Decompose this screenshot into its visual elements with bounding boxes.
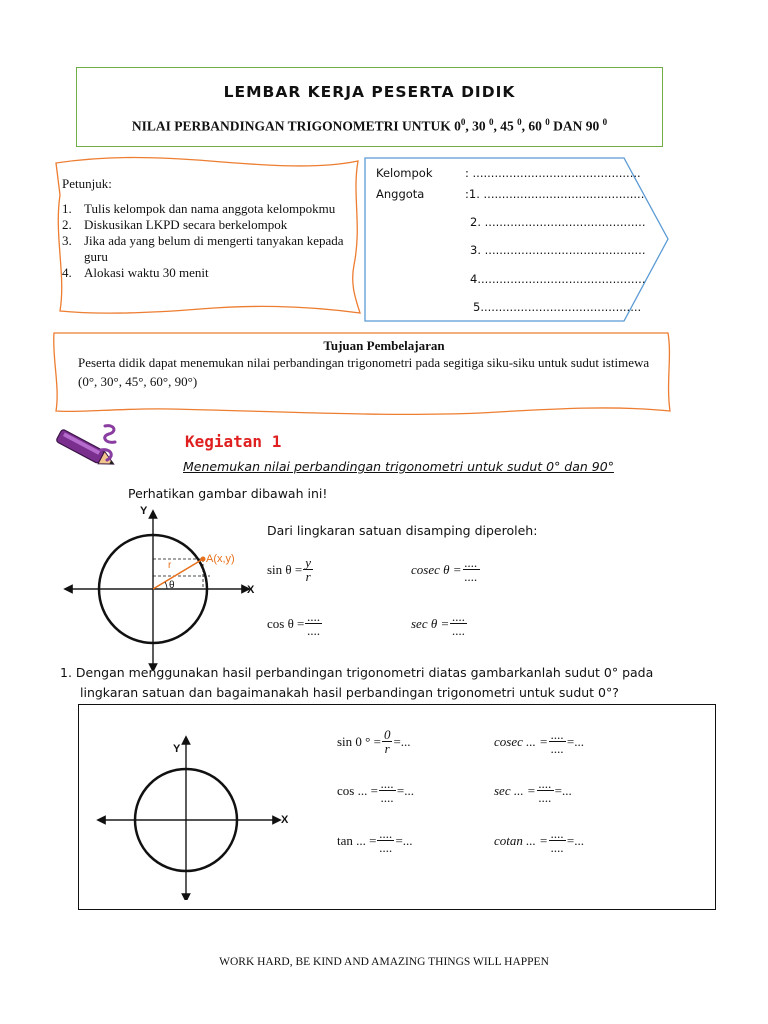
tujuan-text: Peserta didik dapat menemukan nilai perbandingan trigonometri pada segitiga siku-siku untuk sudut istimewa (0°, 30°, 45°, 60°, 90°) <box>78 355 650 389</box>
pen-icon <box>45 420 125 480</box>
sec0-formula: sec ... = $\frac{....}{....}$ =... <box>494 776 572 805</box>
list-item: 1. Tulis kelompok dan nama anggota kelompokmu <box>62 201 336 216</box>
y-label: Y <box>140 505 148 517</box>
sin-formula: sin θ = $\frac{y}{r}$ <box>267 555 312 584</box>
perhatikan-text: Perhatikan gambar dibawah ini! <box>128 486 328 501</box>
list-item: 4. Alokasi waktu 30 menit <box>62 265 209 280</box>
anggota-5: 5............................................ <box>473 300 642 314</box>
cos0-formula: cos ... = $\frac{....}{....}$ =... <box>337 776 415 805</box>
list-item: 2. Diskusikan LKPD secara berkelompok <box>62 217 288 232</box>
petunjuk-title: Petunjuk: <box>62 176 112 191</box>
x-label: X <box>247 584 255 596</box>
theta-label: θ <box>169 580 175 591</box>
anggota-3: 3. ............................................ <box>470 243 646 257</box>
cos-formula: cos θ = $\frac{....}{....}$ <box>267 609 321 638</box>
point-a <box>201 557 206 562</box>
anggota-4: 4.............................................. <box>470 272 646 286</box>
kelompok-value: : .............................................. <box>465 166 641 180</box>
question-1: 1. Dengan menggunakan hasil perbandingan trigonometri diatas gambarkanlah sudut 0° pada lingkaran satuan dan bagaimanakah hasil perbandingan trigonometri untuk sudut 0°? <box>60 665 654 700</box>
anggota-label: Anggota <box>376 187 425 201</box>
radius-line <box>153 559 203 589</box>
anggota-1: :1. ............................................ <box>465 187 645 201</box>
r-label: r <box>168 560 172 571</box>
unit-circle-blank <box>95 730 295 900</box>
worksheet-subtitle: NILAI PERBANDINGAN TRIGONOMETRI UNTUK $0^0$, 30 $^0$, 45 $^0$, 60 $^0$ DAN 90 $^0$ <box>131 117 608 134</box>
point-label: A(x,y) <box>206 553 235 565</box>
sin0-formula: sin 0 ° = $\frac{0}{r}$ =... <box>337 727 411 756</box>
anggota-2: 2. ............................................ <box>470 215 646 229</box>
unit-circle-diagram <box>60 500 260 670</box>
petunjuk-list <box>62 201 352 281</box>
tujuan-title: Tujuan Pembelajaran <box>323 338 445 353</box>
list-item: 3. Jika ada yang belum di mengerti tanyakan kepada guru <box>62 233 344 264</box>
cosec-formula: cosec θ = $\frac{....}{....}$ <box>411 555 478 584</box>
tan0-formula: tan ... = $\frac{....}{....}$ =... <box>337 826 413 855</box>
x-label: X <box>281 814 289 826</box>
kegiatan-subtitle: Menemukan nilai perbandingan trigonometri untuk sudut 0° dan 90° <box>183 459 614 474</box>
cosec0-formula: cosec ... = $\frac{....}{....}$ =... <box>494 727 584 756</box>
dari-text: Dari lingkaran satuan disamping diperoleh: <box>267 523 538 538</box>
y-label: Y <box>173 743 181 755</box>
footer-motto: WORK HARD, BE KIND AND AMAZING THINGS WILL HAPPEN <box>219 956 549 968</box>
kegiatan-title: Kegiatan 1 <box>185 432 282 451</box>
worksheet-title: LEMBAR KERJA PESERTA DIDIK <box>223 83 516 101</box>
kelompok-label: Kelompok <box>376 166 433 180</box>
worksheet-header <box>76 67 663 147</box>
cotan0-formula: cotan ... = $\frac{....}{....}$ =... <box>494 826 584 855</box>
sec-formula: sec θ = $\frac{....}{....}$ <box>411 609 466 638</box>
